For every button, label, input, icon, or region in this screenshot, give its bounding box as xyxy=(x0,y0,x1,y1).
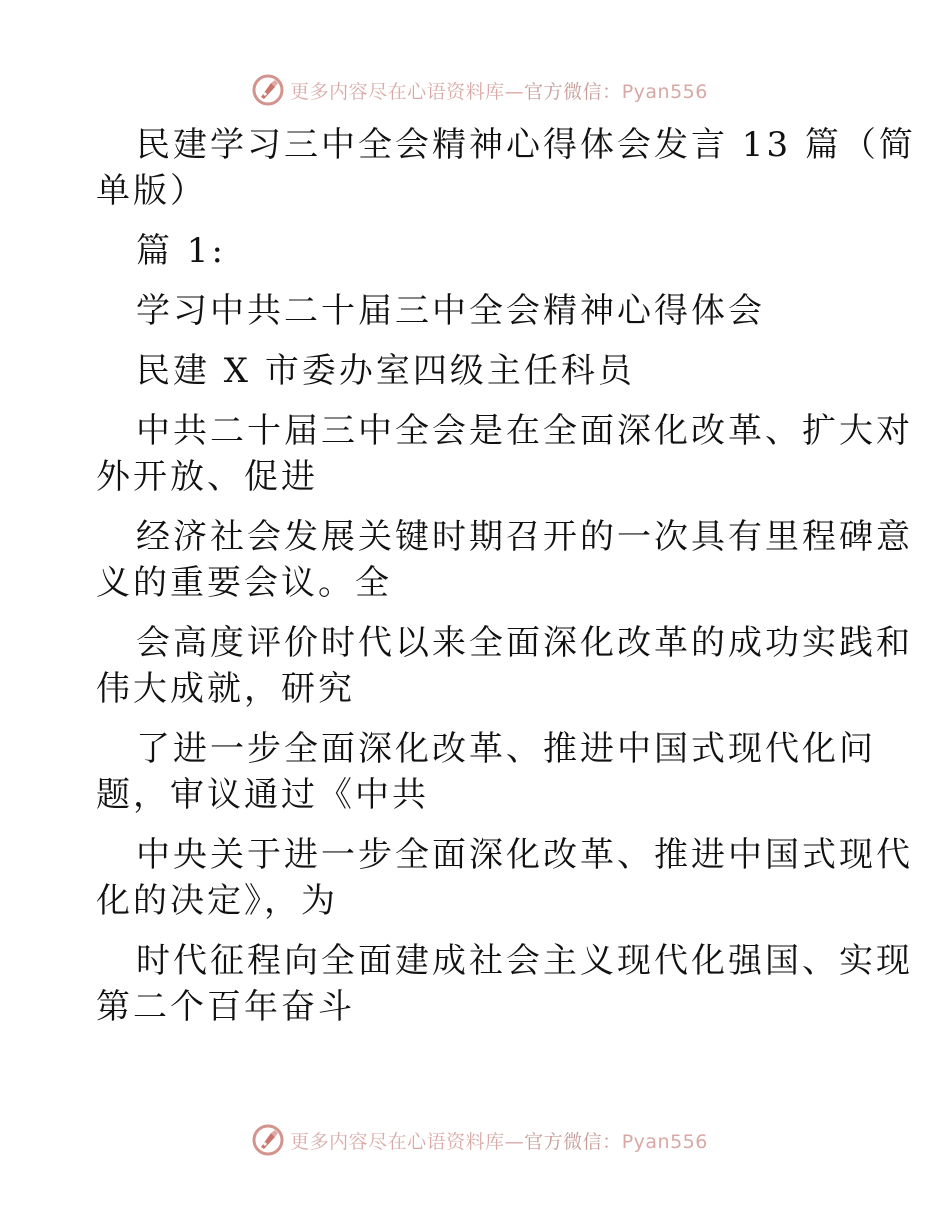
pen-nib-logo-icon xyxy=(252,74,284,106)
document-body xyxy=(96,122,916,1030)
document-line: 外开放、促进 xyxy=(96,457,318,497)
footer-banner-inner xyxy=(252,1124,708,1156)
banner-wechat-label: 官方微信： xyxy=(524,1130,622,1153)
header-banner xyxy=(0,70,950,110)
document-line: 义的重要会议。全 xyxy=(96,563,392,603)
document-line: 时代征程向全面建成社会主义现代化强国、实现 xyxy=(136,941,913,981)
banner-slogan: 更多内容尽在心语资料库— xyxy=(290,1130,525,1153)
footer-banner xyxy=(0,1120,950,1160)
document-line: 题，审议通过《中共 xyxy=(96,775,429,815)
document-line: 民建 X 市委办室四级主任科员 xyxy=(136,351,635,391)
banner-wechat-label: 官方微信： xyxy=(524,80,622,103)
document-line: 化的决定》，为 xyxy=(96,881,338,921)
document-line: 单版） xyxy=(96,171,207,211)
pen-nib-logo-icon xyxy=(252,1124,284,1156)
banner-wechat-id: Pyan556 xyxy=(621,80,708,103)
document-line: 会高度评价时代以来全面深化改革的成功实践和 xyxy=(136,623,913,663)
header-banner-text xyxy=(290,77,708,104)
document-line: 第二个百年奋斗 xyxy=(96,987,355,1027)
document-line: 中央关于进一步全面深化改革、推进中国式现代 xyxy=(136,835,913,875)
banner-slogan: 更多内容尽在心语资料库— xyxy=(290,80,525,103)
document-line: 学习中共二十届三中全会精神心得体会 xyxy=(136,291,765,331)
header-banner-inner xyxy=(252,74,708,106)
footer-banner-text xyxy=(290,1127,708,1154)
document-line: 了进一步全面深化改革、推进中国式现代化问 xyxy=(136,729,876,769)
document-line: 民建学习三中全会精神心得体会发言 13 篇（简 xyxy=(136,125,916,165)
document-line: 经济社会发展关键时期召开的一次具有里程碑意 xyxy=(136,517,913,557)
document-line: 篇 1: xyxy=(136,231,226,271)
document-line: 伟大成就，研究 xyxy=(96,669,355,709)
document-line: 中共二十届三中全会是在全面深化改革、扩大对 xyxy=(136,411,913,451)
banner-wechat-id: Pyan556 xyxy=(621,1130,708,1153)
